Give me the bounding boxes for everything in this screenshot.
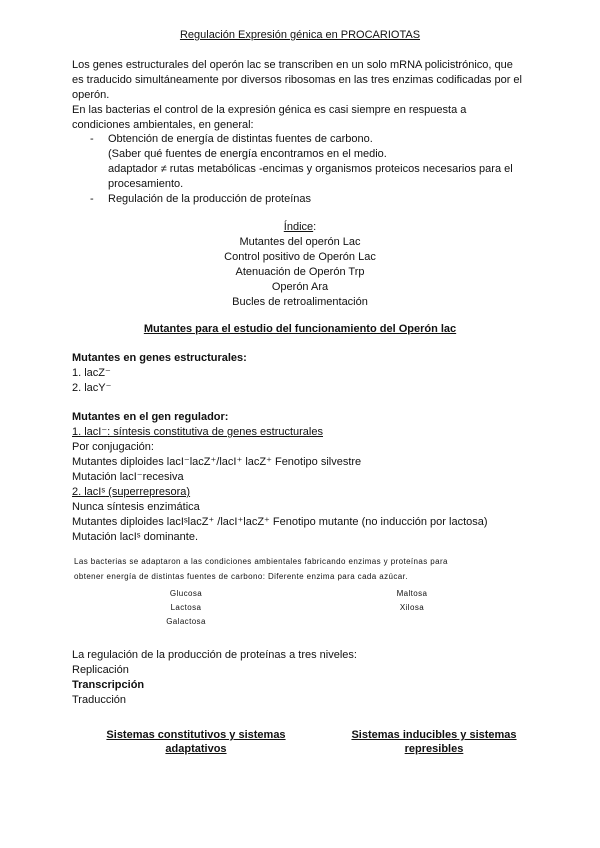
regulator-item-2-text: (superrepresora): [105, 486, 191, 498]
regulator-item-2: [72, 485, 190, 500]
sugars-text: Las bacterias se adaptaron a las condiciones ambientales fabricando enzimas y proteínas para: [74, 557, 448, 566]
page-title: Regulación Expresión génica en PROCARIOTAS: [179, 29, 421, 41]
bullet-subline: adaptador ≠ rutas metabólicas -encimas y organismos proteicos necesarios para el: [108, 163, 513, 175]
intro-line: es traducido simultáneamente por diversos ribosomas en las tres enzimas codificadas por el: [72, 74, 522, 86]
index-item: Control positivo de Operón Lac: [224, 251, 376, 263]
systems-left-heading: adaptativos: [165, 743, 227, 755]
bullet-dash: -: [90, 133, 94, 145]
never-line: Nunca síntesis enzimática: [72, 501, 200, 513]
index-item: Bucles de retroalimentación: [232, 296, 368, 308]
structural-heading: Mutantes en genes estructurales:: [72, 352, 247, 364]
systems-right-heading: represibles: [404, 743, 464, 755]
level-item: Replicación: [72, 664, 129, 676]
bullet-subline: (Saber qué fuentes de energía encontramos en el medio.: [108, 148, 387, 160]
bullet-text: Obtención de energía de distintas fuentes de carbono.: [108, 133, 373, 145]
index-item: Atenuación de Operón Trp: [235, 266, 365, 278]
sugars-text: obtener energía de distintas fuentes de carbono: Diferente enzima para cada azúcar.: [74, 572, 408, 581]
bullet-text: Regulación de la producción de proteínas: [108, 193, 312, 205]
regulator-item-1-text: : síntesis constitutiva de genes estructurales: [107, 426, 323, 438]
structural-item: 2. lacY⁻: [72, 382, 112, 394]
level-item-bold: Transcripción: [72, 679, 145, 691]
sugar-left: Glucosa: [169, 589, 203, 598]
sugar-right: Maltosa: [396, 589, 428, 598]
diploid-line: Mutantes diploides lacIˢlacZ⁺ /lacI⁺lacZ⁺ Fenotipo mutante (no inducción por lactosa): [72, 516, 488, 528]
systems-right-heading: Sistemas inducibles y sistemas: [351, 729, 517, 741]
index-heading: Índice: [283, 221, 314, 233]
sugar-left: Galactosa: [166, 617, 206, 626]
level-item: Traducción: [72, 694, 127, 706]
index-colon: :: [313, 221, 317, 233]
diploid-line: Mutantes diploides lacI⁻lacZ⁺/lacI⁺ lacZ⁺ Fenotipo silvestre: [72, 456, 362, 468]
intro-line: En las bacterias el control de la expresión génica es casi siempre en respuesta a: [72, 104, 467, 116]
index-item: Operón Ara: [271, 281, 329, 293]
index-item: Mutantes del operón Lac: [239, 236, 361, 248]
regulator-item-2-label: 2. lacIˢ: [72, 486, 106, 498]
conjugation-line: Por conjugación:: [72, 441, 154, 453]
index-heading-wrap: [0, 220, 600, 235]
regulator-item-1-label: 1. lacI⁻: [72, 426, 108, 438]
intro-line: condiciones ambientales, en general:: [72, 119, 254, 131]
structural-item: 1. lacZ⁻: [72, 367, 111, 379]
systems-left-heading: Sistemas constitutivos y sistemas: [106, 729, 286, 741]
sugar-left: Lactosa: [170, 603, 202, 612]
bullet-subline: procesamiento.: [108, 178, 184, 190]
levels-intro: La regulación de la producción de proteínas a tres niveles:: [72, 649, 357, 661]
intro-line: Los genes estructurales del operón lac se transcriben en un solo mRNA policistrónico, que: [72, 59, 513, 71]
mutation-line: Mutación lacI⁻recesiva: [72, 471, 184, 483]
intro-line: operón.: [72, 89, 110, 101]
sugar-right: Xilosa: [399, 603, 425, 612]
bullet-dash: -: [90, 193, 94, 205]
regulator-item-1: [72, 425, 323, 440]
section-heading: Mutantes para el estudio del funcionamiento del Operón lac: [143, 323, 457, 335]
regulator-heading: Mutantes en el gen regulador:: [72, 411, 229, 423]
mutation-line: Mutación lacIˢ dominante.: [72, 531, 199, 543]
